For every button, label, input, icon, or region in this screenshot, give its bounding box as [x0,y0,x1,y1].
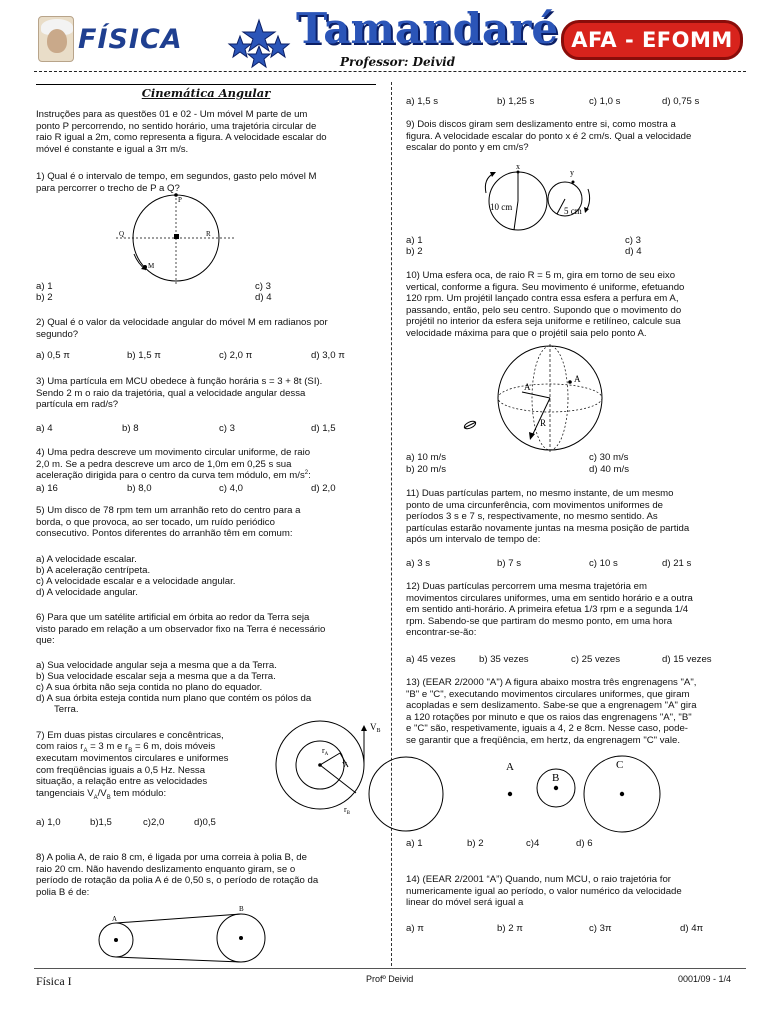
q11-option-b[interactable]: b) 7 s [497,558,521,569]
fig7-rb: $r_B$ [344,805,351,816]
question-4-text: 4) Uma pedra descreve um movimento circular uniforme, de raio 2,0 m. Se a pedra descreve um arco de 1,0m em 0,25 s sua [36,447,311,470]
q8-option-c[interactable]: c) 1,0 s [589,96,621,107]
q4-option-c[interactable]: c) 4,0 [219,483,243,494]
q9-option-d[interactable]: d) 4 [625,246,642,257]
footer-course: Física I [36,974,72,988]
header-divider [34,71,746,72]
q11-option-a[interactable]: a) 3 s [406,558,430,569]
question-10-figure [462,344,612,454]
q3-option-c[interactable]: c) 3 [219,423,235,434]
question-8-figure [96,902,286,964]
fig13-label-c: C [616,759,624,771]
q8-option-b[interactable]: b) 1,25 s [497,96,535,107]
q6-option-d-continued: Terra. [54,704,79,715]
footer-rule [34,968,746,969]
fig10-label-a-left: A [524,382,531,392]
q1-option-d[interactable]: d) 4 [255,292,272,303]
fig9-label-x: x [516,162,520,171]
q7-sub-a: A [83,747,88,754]
question-9-figure [478,161,618,231]
fig7-ra: $r_A$ [322,746,329,757]
fig9-label-y: y [570,168,574,177]
fig1-label-q: Q [119,230,125,238]
q13-option-d[interactable]: d) 6 [576,838,593,849]
question-9-text: 9) Dois discos giram sem deslizamento entre si, como mostra a figura. A velocidade escalar do ponto x é 2 cm/s. Qual a velocidade escalar do ponto y em cm/s? [406,119,692,153]
q13-option-c[interactable]: c)4 [526,838,540,849]
q12-option-b[interactable]: b) 35 vezes [479,654,529,665]
page-header [0,0,768,78]
q7-option-b[interactable]: b)1,5 [90,817,112,828]
fig7-vb: $V_B$ [370,722,381,734]
question-7-figure [274,720,381,818]
worksheet-title: Cinemática Angular [36,84,376,101]
fig10-label-a-top: A [574,374,581,384]
fig9-label-5cm: 5 cm [564,206,582,216]
q4-option-b[interactable]: b) 8,0 [127,483,152,494]
fisica-logo: FÍSICA [78,24,183,55]
fig1-label-r: R [206,230,211,238]
q14-option-d[interactable]: d) 4π [680,923,704,934]
stars-logo-icon [228,18,290,68]
q10-option-b[interactable]: b) 20 m/s [406,464,446,475]
q3-option-b[interactable]: b) 8 [122,423,139,434]
q7-option-c[interactable]: c)2,0 [143,817,165,828]
footer-page-code: 0001/09 - 1/4 [678,974,732,984]
fig13-label-a: A [506,761,514,773]
fig8-label-b: B [239,905,244,913]
q2-option-d[interactable]: d) 3,0 π [311,350,345,361]
q10-option-a[interactable]: a) 10 m/s [406,452,446,463]
fig9-label-10cm: 10 cm [490,202,513,212]
q4-colon: : [308,470,311,482]
footer-teacher: Profº Deivid [366,974,414,984]
q6-option-b[interactable]: b) Sua velocidade escalar seja a mesma que a da Terra. [36,671,276,682]
question-7-line1: 7) Em duas pistas circulares e concêntricas, [36,730,224,741]
q8-option-d[interactable]: d) 0,75 s [662,96,700,107]
q7-ratio-text: tangenciais V [36,788,94,799]
q10-option-c[interactable]: c) 30 m/s [589,452,629,463]
question-6-text: 6) Para que um satélite artificial em órbita ao redor da Terra seja visto parado em relação a um observador fixo na Terra é necessário que: [36,612,326,646]
einstein-portrait-logo [38,16,74,62]
q13-option-a[interactable]: a) 1 [406,838,423,849]
q14-option-b[interactable]: b) 2 π [497,923,523,934]
q5-option-d[interactable]: d) A velocidade angular. [36,587,138,598]
q7-ratio-slash: /V [97,788,107,799]
q4-option-d[interactable]: d) 2,0 [311,483,336,494]
q2-option-c[interactable]: c) 2,0 π [219,350,253,361]
q7-radius-text: com raios r [36,741,84,752]
question-7-line3: executam movimentos circulares e uniformes com freqüências iguais a 0,5 Hz. Nessa situação, a relação entre as velocidades [36,753,229,787]
q7-option-a[interactable]: a) 1,0 [36,817,61,828]
professor-name: Professor: Deivid [340,55,456,69]
q10-option-d[interactable]: d) 40 m/s [589,464,629,475]
q6-option-a[interactable]: a) Sua velocidade angular seja a mesma que a da Terra. [36,660,277,671]
intro-text: Instruções para as questões 01 e 02 - Um móvel M parte de um ponto P percorrendo, no sentido horário, uma trajetória circular de raio R igual a 2m, como representa a figura. A velocidade escalar do móvel é constante e igual a 3π m/s. [36,109,327,155]
question-1-figure [116,196,241,286]
q12-option-c[interactable]: c) 25 vezes [571,654,621,665]
q12-option-a[interactable]: a) 45 vezes [406,654,456,665]
q8-option-a[interactable]: a) 1,5 s [406,96,438,107]
fig13-label-b: B [552,772,560,784]
q9-option-b[interactable]: b) 2 [406,246,423,257]
q6-option-c[interactable]: c) A sua órbita não seja contida no plano do equador. [36,682,263,693]
q5-option-c[interactable]: c) A velocidade escalar e a velocidade angular. [36,576,236,587]
q5-option-b[interactable]: b) A aceleração centrípeta. [36,565,151,576]
fig1-label-p: P [178,196,182,204]
question-7-line6 [36,788,166,802]
question-5-text: 5) Um disco de 78 rpm tem um arranhão reto do centro para a borda, o que provoca, ao ser tocado, um ruído periódico consecutivo. Pontos diferentes do arranhão têm em comum: [36,505,301,539]
q1-option-a[interactable]: a) 1 [36,281,53,292]
q9-option-a[interactable]: a) 1 [406,235,423,246]
fig7-v: V [342,761,348,769]
question-4-text-end [36,470,311,482]
q1-option-b[interactable]: b) 2 [36,292,53,303]
q14-option-a[interactable]: a) π [406,923,424,934]
fig1-label-m: M [148,262,155,270]
q4-option-a[interactable]: a) 16 [36,483,58,494]
question-3-text: 3) Uma partícula em MCU obedece à função horária s = 3 + 8t (SI). Sendo 2 m o raio da trajetória, qual a velocidade angular dessa partícula em rad/s? [36,376,323,410]
q5-option-a[interactable]: a) A velocidade escalar. [36,554,137,565]
q12-option-d[interactable]: d) 15 vezes [662,654,712,665]
q7-sub-b: B [128,747,133,754]
question-13-text: 13) (EEAR 2/2000 "A") A figura abaixo mostra três engrenagens "A", "B" e "C", executando movimentos circulares uniformes, que giram acopladas e sem deslizamento. Sabe-se que a engrenagem "A" gira a 120 rotações por minuto e que os raios das engrenagens "A", "B" e "C" são, respetivamente, iguais a 4, 2 e 8cm. Nesse caso, pode- se garantir que a freqüência, em hertz, da engrenagem "C" vale. [406,677,697,746]
question-10-text: 10) Uma esfera oca, de raio R = 5 m, gira em torno de seu eixo vertical, conforme a figura. Seu movimento é uniforme, efetuando 120 rpm. Um projétil lançado contra essa esfera a perfura em A, passando, então, pelo seu centro. Supondo que o movimento do projétil no interior da esfera seja uniforme e retilíneo, calcule sua velocidade máxima para que o projétil saia pelo ponto A. [406,270,685,339]
question-1-text: 1) Qual é o intervalo de tempo, em segundos, gasto pelo móvel M para percorrer o trecho de P a Q? [36,171,317,194]
afa-efomm-badge: AFA - EFOMM [561,20,743,60]
q3-option-a[interactable]: a) 4 [36,423,53,434]
q13-option-b[interactable]: b) 2 [467,838,484,849]
q4-superscript: 2 [304,470,309,476]
q4-text-line3: aceleração dirigida para o centro da curva tem módulo, em m/s [36,470,305,482]
column-divider [391,82,392,966]
q6-option-d[interactable]: d) A sua órbita esteja contida num plano que contém os pólos da [36,693,312,704]
q11-option-d[interactable]: d) 21 s [662,558,692,569]
q7-ratio-sub-a: A [93,794,98,801]
fig8-label-a: A [112,915,118,923]
q7-ratio-text-end: tem módulo: [110,788,167,799]
q2-option-a[interactable]: a) 0,5 π [36,350,70,361]
q2-option-b[interactable]: b) 1,5 π [127,350,161,361]
q7-ratio-sub-b: B [106,794,111,801]
question-14-text: 14) (EEAR 2/2001 “A”) Quando, num MCU, o raio trajetória for numericamente igual ao período, o valor numérico da velocidade linear do móvel será igual a [406,874,682,908]
fig10-label-r: R [540,418,547,428]
q7-option-d[interactable]: d)0,5 [194,817,216,828]
question-11-text: 11) Duas partículas partem, no mesmo instante, de um mesmo ponto de uma circunferência, com movimentos uniformes de períodos 3 s e 7 s, respectivamente, no mesmo sentido. As partículas estarão novamente juntas na mesma posição de partida após um intervalo de tempo de: [406,488,690,545]
q7-radius-text-2: = 3 m e r [87,741,129,752]
question-12-text: 12) Duas partículas percorrem uma mesma trajetória em movimentos circulares uniformes, uma em sentido horário e a outra em sentido anti-horário. A primeira efetua 1/3 rpm e a segunda 1/4 rpm. Sabendo-se que partiram do mesmo ponto, em uma hora encontrar-se-ão: [406,581,693,638]
left-column [36,84,381,964]
q3-option-d[interactable]: d) 1,5 [311,423,336,434]
q9-option-c[interactable]: c) 3 [625,235,641,246]
q1-option-c[interactable]: c) 3 [255,281,271,292]
right-column [406,84,746,964]
brand-title: Tamandaré [296,4,559,53]
question-8-text: 8) A polia A, de raio 8 cm, é ligada por uma correia à polia B, de raio 20 cm. Não havendo deslizamento enquanto giram, se o período de rotação da polia A é de 0,50 s, o período de rotação da polia B é de: [36,852,319,898]
question-13-figure [406,754,671,834]
q14-option-c[interactable]: c) 3π [589,923,612,934]
q7-radius-text-3: = 6 m, dois móveis [132,741,216,752]
question-2-text: 2) Qual é o valor da velocidade angular do móvel M em radianos por segundo? [36,317,328,340]
q11-option-c[interactable]: c) 10 s [589,558,618,569]
